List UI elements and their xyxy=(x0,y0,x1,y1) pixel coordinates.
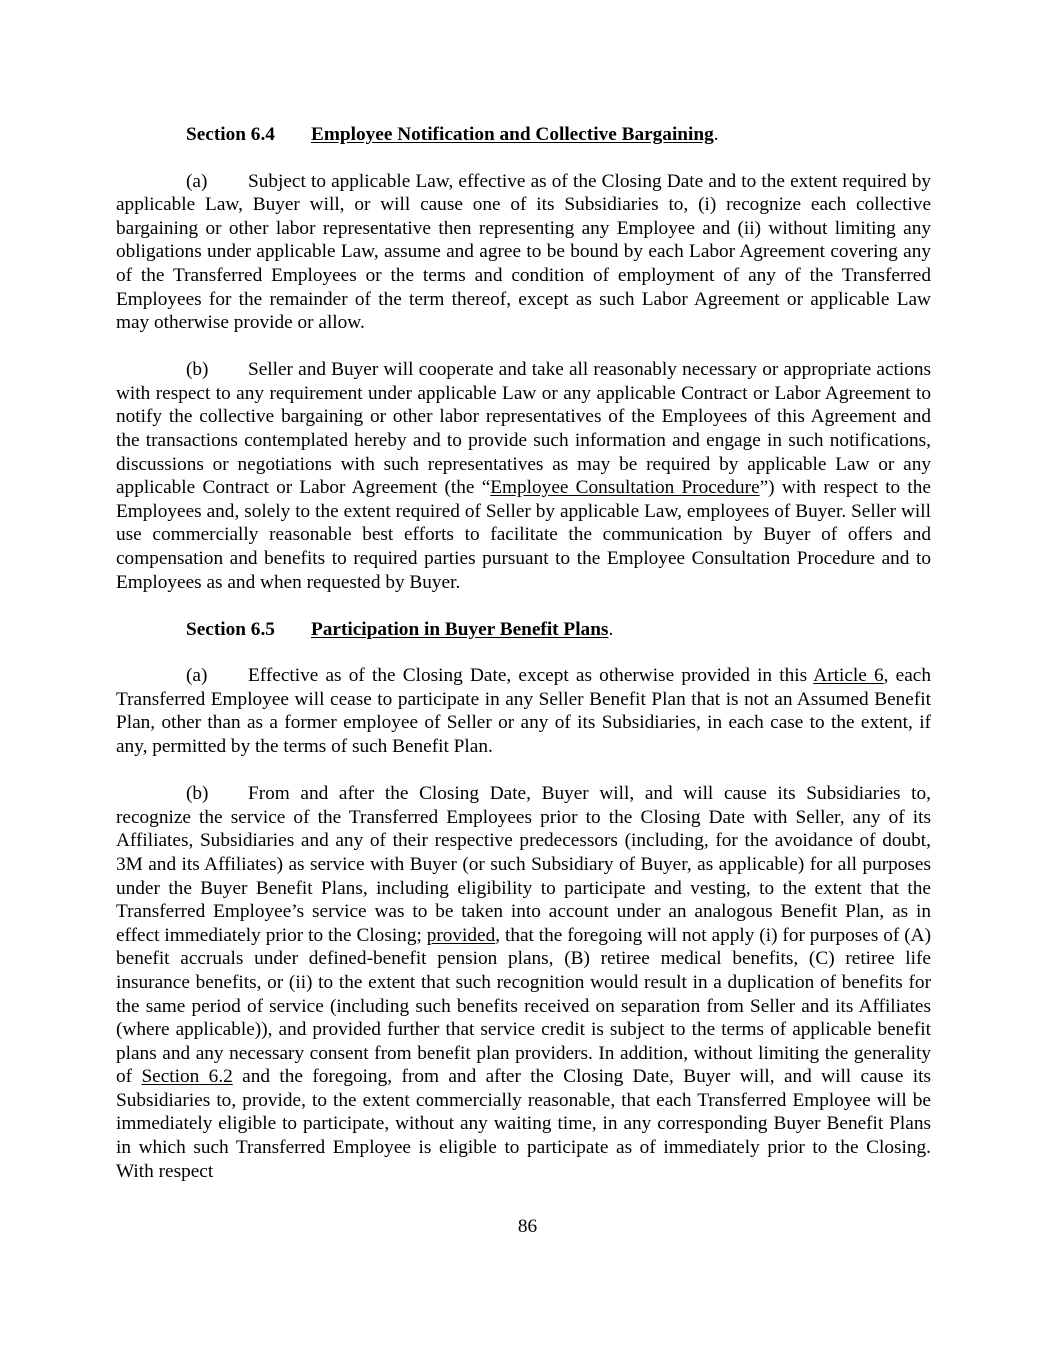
section-6-5-paragraph-a xyxy=(116,664,931,758)
paragraph-text: , each Transferred Employee will cease to participate in any Seller Benefit Plan that is not an Assumed Benefit Plan, other than as a former employee of Seller or any of its Subsidiaries, in each case to the extent, if any, permitted by the terms of such Benefit Plan. xyxy=(116,665,931,758)
paragraph-text: Subject to applicable Law, effective as of the Closing Date and to the extent required by applicable Law, Buyer will, or will cause one of its Subsidiaries to, (i) recognize each collective bargaining or other labor representative then representing any Employee and (ii) without limiting any obligations under applicable Law, assume and agree to be bound by each Labor Agreement covering any of the Transferred Employees or the terms and condition of employment of any of the Transferred Employees for the remainder of the term thereof, except as such Labor Agreement or applicable Law may otherwise provide or allow. xyxy=(116,170,931,334)
section-6-5-paragraph-b xyxy=(116,782,931,1183)
section-6-4-paragraph-b xyxy=(116,358,931,594)
paragraph-text: , that the foregoing will not apply (i) for purposes of (A) benefit accruals under defined-benefit pension plans, (B) retiree medical benefits, (C) retiree life insurance benefits, or (ii) to the extent that such recognition would result in a duplication of benefits for the same period of service (including such benefits received on separation from Seller and its Affiliates (where applicable)), and provided further that service credit is subject to the terms of applicable benefit plans and any necessary consent from benefit plan providers. In addition, without limiting the generality of xyxy=(116,924,931,1088)
document-page xyxy=(116,123,931,1207)
section-heading-6-4: Section 6.4 Employee Notification and Collective Bargaining. xyxy=(186,124,719,145)
paragraph-label: (a) xyxy=(186,170,208,192)
article-reference: Article 6 xyxy=(813,665,884,687)
defined-term: Employee Consultation Procedure xyxy=(490,477,760,499)
page-number: 86 xyxy=(517,1216,538,1237)
section-number: Section 6.4 xyxy=(186,124,275,145)
paragraph-label: (a) xyxy=(186,665,208,687)
section-reference: Section 6.2 xyxy=(141,1066,233,1088)
paragraph-text: Seller and Buyer will cooperate and take all reasonably necessary or appropriate actions with respect to any requirement under applicable Law or any applicable Contract or Labor Agreement to notify the collective bargaining or other labor representatives of the Employees of this Agreement and the transactions contemplated hereby and to provide such information and engage in such notifications, discussions or negotiations with such representatives as may be required by applicable Law or any applicable Contract or Labor Agreement (the “ xyxy=(116,359,931,499)
paragraph-text: Effective as of the Closing Date, except as otherwise provided in this xyxy=(248,665,814,687)
section-6-4-paragraph-a xyxy=(116,170,931,335)
paragraph-text: ”) with respect to the Employees and, solely to the extent required of Seller by applicable Law, employees of Buyer. Seller will use commercially reasonable best efforts to facilitate the communication by Buyer of offers and compensation and benefits to required parties pursuant to the Employee Consultation Procedure and to Employees as and when requested by Buyer. xyxy=(116,477,931,593)
paragraph-label: (b) xyxy=(186,359,209,381)
provided-term: provided xyxy=(426,924,496,946)
paragraph-label: (b) xyxy=(186,783,209,805)
paragraph-text: From and after the Closing Date, Buyer will, and will cause its Subsidiaries to, recognize the service of the Transferred Employees prior to the Closing Date with Seller, any of its Affiliates, Subsidiaries and any of their respective predecessors (including, for the avoidance of doubt, 3M and its Affiliates) as service with Buyer (or such Subsidiary of Buyer, as applicable) for all purposes under the Buyer Benefit Plans, including eligibility to participate and vesting, to the extent that the Transferred Employee’s service was to be taken into account under an analogous Benefit Plan, as in effect immediately prior to the Closing; xyxy=(116,783,931,946)
section-heading-6-5: Section 6.5 Participation in Buyer Benefit Plans. xyxy=(186,618,614,640)
section-title: Employee Notification and Collective Bargaining xyxy=(311,124,714,145)
section-title: Participation in Buyer Benefit Plans xyxy=(311,618,609,640)
section-number: Section 6.5 xyxy=(186,618,275,640)
paragraph-text: and the foregoing, from and after the Closing Date, Buyer will, and will cause its Subsidiaries to, provide, to the extent commercially reasonable, that each Transferred Employee will be immediately eligible to participate, without any waiting time, in any corresponding Buyer Benefit Plans in which such Transferred Employee is eligible to participate as of immediately prior to the Closing. With respect xyxy=(116,1066,931,1182)
